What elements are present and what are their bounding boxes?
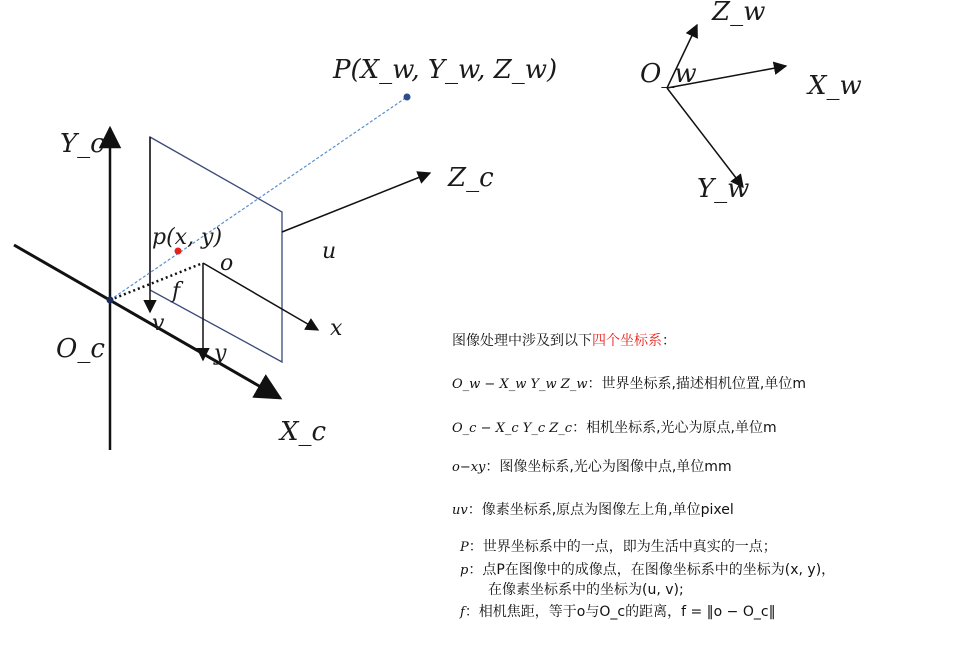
focal-symbol: f	[460, 605, 465, 620]
pixel-system-desc: ：像素坐标系,原点为图像左上角,单位pixel	[467, 502, 734, 518]
world-system-symbol: O_w − X_w Y_w Z_w	[452, 377, 588, 392]
yw-axis	[667, 88, 743, 187]
image-point-desc-1: ：点P在图像中的成像点，在图像坐标系中的坐标为(x, y)，	[468, 562, 836, 578]
image-origin-label: o	[220, 251, 234, 276]
note-image-point	[460, 559, 835, 579]
yc-label: Y_c	[60, 129, 105, 159]
notes-heading	[452, 330, 676, 350]
pixel-system-symbol: uv	[452, 503, 468, 518]
image-system-symbol: o−xy	[452, 460, 486, 475]
world-system-desc: ：世界坐标系,描述相机位置,单位m	[587, 376, 807, 392]
camera-system-symbol: O_c − X_c Y_c Z_c	[452, 421, 573, 436]
world-point-label: P(X_w, Y_w, Z_w)	[333, 55, 558, 85]
focal-label: f	[172, 279, 181, 304]
zw-label: Z_w	[712, 0, 766, 27]
xc-axis	[14, 245, 280, 398]
image-x-label: x	[330, 316, 343, 341]
note-camera-system	[452, 417, 777, 437]
xc-label: X_c	[280, 417, 327, 447]
oc-label: O_c	[56, 334, 105, 364]
xw-label: X_w	[808, 71, 862, 101]
image-point-symbol: p	[460, 563, 469, 578]
note-image-point-cont	[460, 579, 684, 599]
note-pixel-system	[452, 499, 734, 519]
camera-origin-point	[107, 297, 114, 304]
image-point-desc-2: 在像素坐标系中的坐标为(u, v);	[488, 582, 684, 598]
zc-axis	[282, 173, 430, 232]
world-point-desc: ：世界坐标系中的一点，即为生活中真实的一点；	[468, 539, 777, 555]
heading-suffix: ：	[662, 333, 676, 349]
camera-system-desc: ：相机坐标系,光心为原点,单位m	[572, 420, 777, 436]
world-point-symbol: P	[460, 540, 469, 555]
note-focal-length	[460, 601, 776, 621]
pixel-v-label: v	[152, 311, 165, 336]
ow-label: O_w	[640, 59, 697, 89]
image-point-label: p(x, y)	[152, 225, 223, 250]
heading-highlight: 四个坐标系	[592, 333, 662, 349]
world-point-marker	[404, 94, 411, 101]
note-world-system	[452, 373, 806, 393]
zc-label: Z_c	[448, 163, 494, 193]
image-system-desc: ：图像坐标系,光心为图像中点,单位mm	[485, 459, 732, 475]
focal-desc: ：相机焦距，等于o与O_c的距离，f = ‖o − O_c‖	[464, 604, 776, 620]
note-image-system	[452, 456, 732, 476]
heading-prefix: 图像处理中涉及到以下	[452, 333, 592, 349]
yw-label: Y_w	[697, 174, 750, 204]
pixel-u-label: u	[322, 239, 337, 264]
note-world-point	[460, 536, 777, 556]
image-y-label: y	[214, 341, 227, 366]
